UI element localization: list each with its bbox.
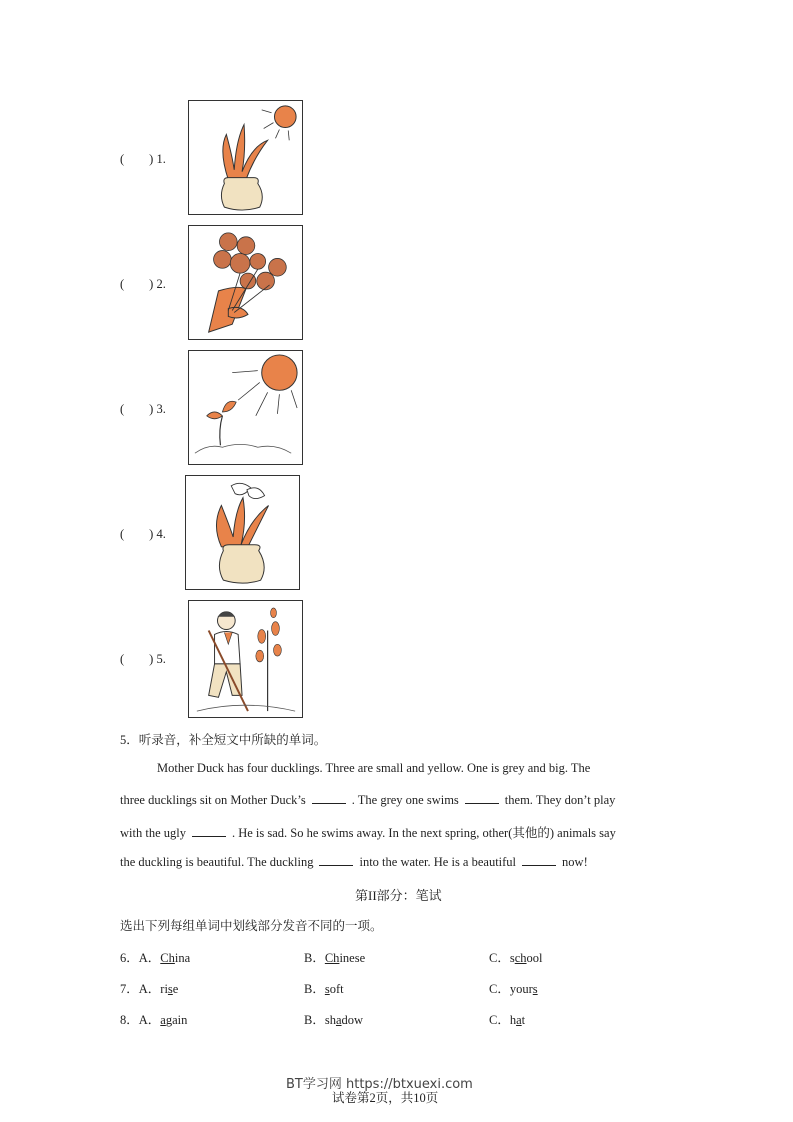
watermark: BT学习网 https://btxuexi.com xyxy=(286,1077,473,1092)
option-row-6 xyxy=(120,948,190,966)
passage-text: them. They don’t play xyxy=(504,793,616,807)
question-1-label: ( ) 1. xyxy=(120,152,166,166)
word-part: sh xyxy=(324,1013,336,1027)
word-part: gain xyxy=(165,1013,188,1027)
word-part: ina xyxy=(174,951,191,965)
option-label: C． xyxy=(489,951,510,965)
underlined-part: a xyxy=(335,1013,342,1027)
picture-boy-planting-tree xyxy=(188,600,303,718)
question-3-label: ( ) 3. xyxy=(120,402,166,416)
option-7-b xyxy=(304,979,344,997)
underlined-part: Ch xyxy=(324,951,340,965)
passage-text: with the ugly xyxy=(120,826,186,840)
answer-blank[interactable] xyxy=(522,854,556,866)
underlined-part: Ch xyxy=(160,951,175,965)
picture-carnation-bouquet xyxy=(188,225,303,340)
word-part: h xyxy=(509,1013,517,1027)
question-2-label: ( ) 2. xyxy=(120,277,166,291)
answer-blank[interactable] xyxy=(192,825,226,837)
question-number: 7．A． xyxy=(120,982,161,996)
passage-text: three ducklings sit on Mother Duck’s xyxy=(120,793,306,807)
part2-instruction: 选出下列每组单词中划线部分发音不同的一项。 xyxy=(120,919,383,933)
section5-heading: 5．听录音，补全短文中所缺的单词。 xyxy=(120,733,327,747)
answer-blank[interactable] xyxy=(312,792,346,804)
answer-blank[interactable] xyxy=(319,854,353,866)
passage-line-2 xyxy=(120,792,615,808)
underlined-part: s xyxy=(167,982,173,996)
option-label: C． xyxy=(489,1013,510,1027)
passage-text: . He is sad. So he swims away. In the next spring, other(其他的) animals say xyxy=(231,826,616,840)
option-6-b xyxy=(304,948,365,966)
picture-potted-plant-sun xyxy=(188,100,303,215)
word-part: s xyxy=(509,951,515,965)
picture-lily-pot xyxy=(185,475,300,590)
option-label: C． xyxy=(489,982,510,996)
word-part: inese xyxy=(339,951,366,965)
word-part: oft xyxy=(329,982,344,996)
option-8-c xyxy=(489,1010,525,1028)
option-8-b xyxy=(304,1010,363,1028)
word-part: ri xyxy=(160,982,168,996)
underlined-part: ch xyxy=(514,951,527,965)
underlined-part: a xyxy=(516,1013,522,1027)
underlined-part: s xyxy=(324,982,330,996)
question-number: 8．A． xyxy=(120,1013,161,1027)
word-part: t xyxy=(521,1013,526,1027)
passage-text: into the water. He is a beautiful xyxy=(359,855,517,869)
passage-line-4 xyxy=(120,854,588,870)
option-row-7 xyxy=(120,979,178,997)
passage-line-3 xyxy=(120,823,616,841)
word-part: ool xyxy=(526,951,543,965)
option-label: B． xyxy=(304,951,325,965)
passage-text: the duckling is beautiful. The duckling xyxy=(120,855,314,869)
option-7-c xyxy=(489,979,538,997)
part2-title: 第II部分：笔试 xyxy=(355,888,442,903)
option-row-8 xyxy=(120,1010,187,1028)
picture-sprout-sun xyxy=(188,350,303,465)
word-part: your xyxy=(509,982,533,996)
question-number: 6．A． xyxy=(120,951,161,965)
question-4-label: ( ) 4. xyxy=(120,527,166,541)
underlined-part: s xyxy=(532,982,538,996)
passage-text: . The grey one swims xyxy=(351,793,459,807)
option-label: B． xyxy=(304,1013,325,1027)
answer-blank[interactable] xyxy=(465,792,499,804)
passage-text: Mother Duck has four ducklings. Three are small and yellow. One is grey and big. The xyxy=(157,761,591,775)
passage-line-1 xyxy=(157,761,590,776)
word-part: dow xyxy=(341,1013,364,1027)
page-number: 试卷第2页，共10页 xyxy=(332,1091,439,1105)
passage-text: now! xyxy=(562,855,588,869)
option-6-c xyxy=(489,948,543,966)
question-5-label: ( ) 5. xyxy=(120,652,166,666)
underlined-part: a xyxy=(160,1013,166,1027)
word-part: e xyxy=(172,982,179,996)
option-label: B． xyxy=(304,982,325,996)
